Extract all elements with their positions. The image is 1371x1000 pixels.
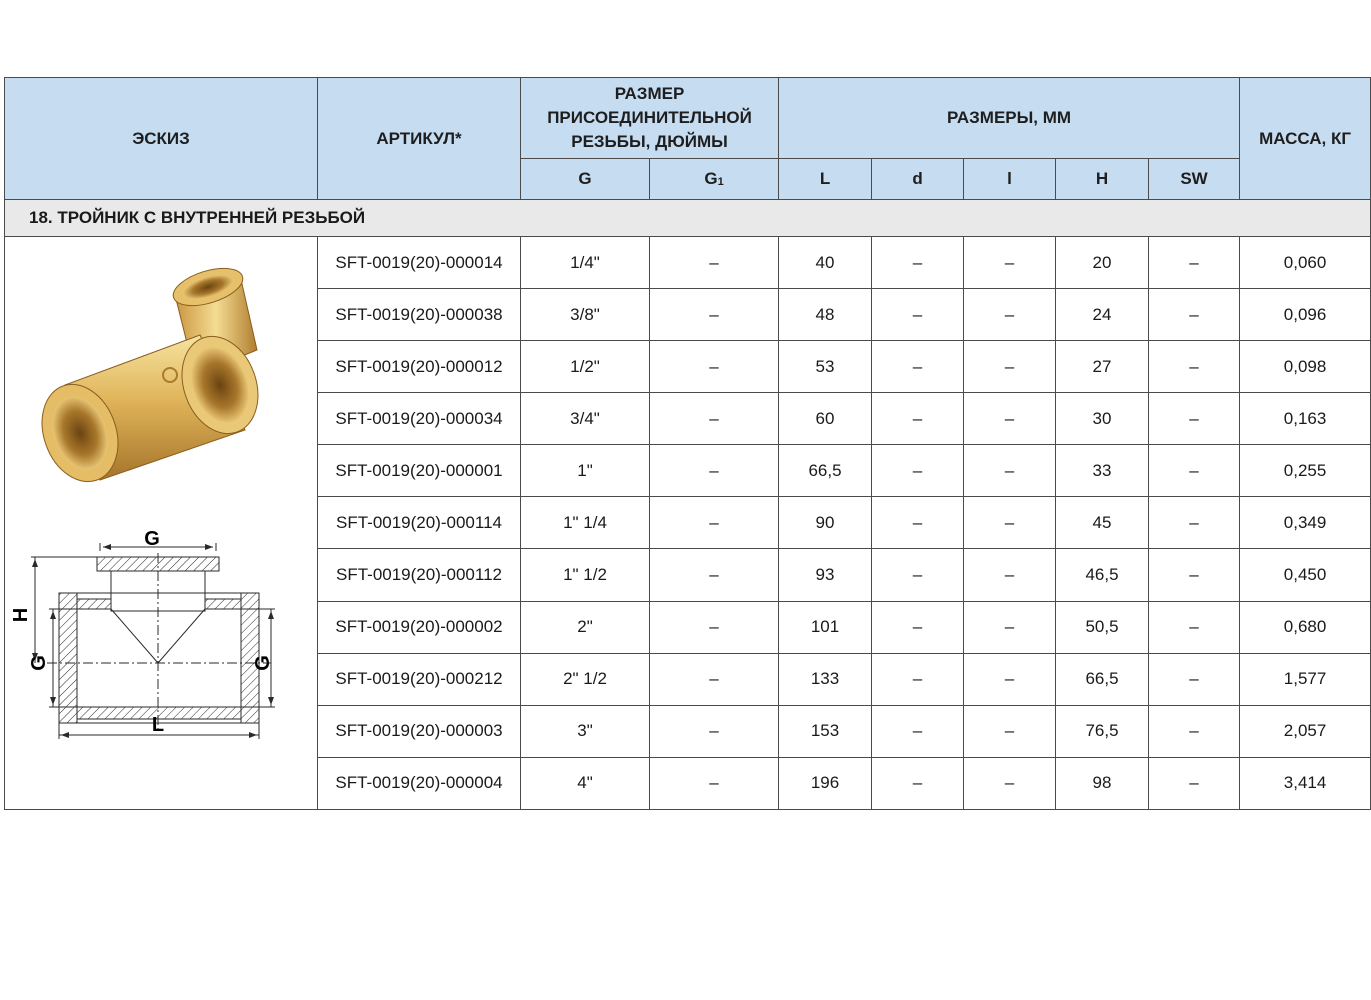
cell-L: 40 [779, 237, 872, 289]
subheader-g1-base: G [704, 169, 718, 188]
header-thread-size-line: РАЗМЕР [614, 84, 685, 103]
subheader-H: H [1056, 159, 1149, 200]
cell-sku: SFT-0019(20)-000002 [318, 601, 521, 653]
cell-H: 50,5 [1056, 601, 1149, 653]
cell-l: – [964, 237, 1056, 289]
cell-sku: SFT-0019(20)-000004 [318, 757, 521, 809]
dim-label-right-g: G [252, 655, 274, 671]
cell-L: 90 [779, 497, 872, 549]
cell-H: 24 [1056, 289, 1149, 341]
cell-g1: – [650, 705, 779, 757]
cell-mass: 0,096 [1240, 289, 1371, 341]
cell-L: 93 [779, 549, 872, 601]
cell-sku: SFT-0019(20)-000038 [318, 289, 521, 341]
cell-H: 98 [1056, 757, 1149, 809]
cell-mass: 0,680 [1240, 601, 1371, 653]
cell-g1: – [650, 341, 779, 393]
cell-g1: – [650, 497, 779, 549]
cell-L: 60 [779, 393, 872, 445]
cell-L: 66,5 [779, 445, 872, 497]
cell-mass: 0,450 [1240, 549, 1371, 601]
cell-SW: – [1149, 653, 1240, 705]
tee-fitting-drawing [10, 528, 289, 793]
cell-L: 153 [779, 705, 872, 757]
cell-mass: 3,414 [1240, 757, 1371, 809]
cell-sku: SFT-0019(20)-000114 [318, 497, 521, 549]
cell-g: 2" 1/2 [521, 653, 650, 705]
cell-d: – [872, 341, 964, 393]
cell-d: – [872, 705, 964, 757]
cell-l: – [964, 549, 1056, 601]
cell-d: – [872, 549, 964, 601]
cell-SW: – [1149, 705, 1240, 757]
cell-SW: – [1149, 393, 1240, 445]
cell-d: – [872, 289, 964, 341]
cell-sku: SFT-0019(20)-000034 [318, 393, 521, 445]
cell-H: 27 [1056, 341, 1149, 393]
cell-g: 4" [521, 757, 650, 809]
dim-label-top-g: G [144, 528, 160, 550]
cell-sku: SFT-0019(20)-000001 [318, 445, 521, 497]
cell-mass: 0,255 [1240, 445, 1371, 497]
cell-g: 1/4" [521, 237, 650, 289]
cell-H: 20 [1056, 237, 1149, 289]
cell-sku: SFT-0019(20)-000112 [318, 549, 521, 601]
cell-l: – [964, 289, 1056, 341]
cell-SW: – [1149, 497, 1240, 549]
cell-d: – [872, 653, 964, 705]
cell-g1: – [650, 757, 779, 809]
cell-g: 1" [521, 445, 650, 497]
cell-sku: SFT-0019(20)-000212 [318, 653, 521, 705]
section-title: 18. ТРОЙНИК С ВНУТРЕННЕЙ РЕЗЬБОЙ [5, 200, 1371, 237]
cell-g1: – [650, 393, 779, 445]
cell-d: – [872, 497, 964, 549]
cell-d: – [872, 757, 964, 809]
cell-g: 2" [521, 601, 650, 653]
cell-sku: SFT-0019(20)-000014 [318, 237, 521, 289]
cell-l: – [964, 705, 1056, 757]
tee-fitting-photo [25, 255, 285, 505]
cell-mass: 1,577 [1240, 653, 1371, 705]
cell-mass: 2,057 [1240, 705, 1371, 757]
cell-H: 33 [1056, 445, 1149, 497]
dim-label-h: H [10, 607, 32, 623]
cell-g: 3/4" [521, 393, 650, 445]
cell-g: 1/2" [521, 341, 650, 393]
spec-table [4, 77, 1371, 810]
cell-SW: – [1149, 237, 1240, 289]
cell-mass: 0,349 [1240, 497, 1371, 549]
cell-g: 1" 1/2 [521, 549, 650, 601]
header-mass: МАССА, КГ [1240, 78, 1371, 200]
subheader-d: d [872, 159, 964, 200]
cell-g1: – [650, 237, 779, 289]
cell-SW: – [1149, 757, 1240, 809]
sketch-cell [5, 237, 318, 810]
cell-d: – [872, 445, 964, 497]
subheader-g: G [521, 159, 650, 200]
header-dimensions: РАЗМЕРЫ, ММ [779, 78, 1240, 159]
subheader-l: l [964, 159, 1056, 200]
cell-H: 30 [1056, 393, 1149, 445]
cell-sku: SFT-0019(20)-000003 [318, 705, 521, 757]
subheader-SW: SW [1149, 159, 1240, 200]
table-row [5, 237, 1371, 289]
dim-label-l: L [151, 714, 165, 736]
cell-SW: – [1149, 289, 1240, 341]
cell-mass: 0,098 [1240, 341, 1371, 393]
cell-L: 101 [779, 601, 872, 653]
header-thread-size-line: ПРИСОЕДИНИТЕЛЬНОЙ [547, 108, 752, 127]
cell-g1: – [650, 549, 779, 601]
cell-mass: 0,163 [1240, 393, 1371, 445]
cell-L: 48 [779, 289, 872, 341]
cell-g1: – [650, 653, 779, 705]
header-thread-size [521, 78, 779, 159]
cell-H: 45 [1056, 497, 1149, 549]
cell-SW: – [1149, 549, 1240, 601]
cell-H: 76,5 [1056, 705, 1149, 757]
cell-l: – [964, 653, 1056, 705]
cell-SW: – [1149, 445, 1240, 497]
header-thread-size-line: РЕЗЬБЫ, ДЮЙМЫ [571, 132, 728, 151]
cell-d: – [872, 237, 964, 289]
cell-SW: – [1149, 601, 1240, 653]
cell-H: 46,5 [1056, 549, 1149, 601]
cell-l: – [964, 757, 1056, 809]
cell-sku: SFT-0019(20)-000012 [318, 341, 521, 393]
cell-l: – [964, 341, 1056, 393]
subheader-g1-index: 1 [717, 176, 724, 188]
cell-d: – [872, 393, 964, 445]
header-article: АРТИКУЛ* [318, 78, 521, 200]
cell-l: – [964, 445, 1056, 497]
cell-L: 133 [779, 653, 872, 705]
subheader-L: L [779, 159, 872, 200]
cell-L: 53 [779, 341, 872, 393]
cell-l: – [964, 601, 1056, 653]
subheader-g1 [650, 159, 779, 200]
cell-g: 3/8" [521, 289, 650, 341]
cell-l: – [964, 393, 1056, 445]
cell-H: 66,5 [1056, 653, 1149, 705]
cell-L: 196 [779, 757, 872, 809]
cell-g1: – [650, 601, 779, 653]
header-sketch: ЭСКИЗ [5, 78, 318, 200]
cell-SW: – [1149, 341, 1240, 393]
dim-label-left-g: G [28, 655, 50, 671]
cell-d: – [872, 601, 964, 653]
cell-l: – [964, 497, 1056, 549]
cell-mass: 0,060 [1240, 237, 1371, 289]
cell-g: 3" [521, 705, 650, 757]
cell-g1: – [650, 445, 779, 497]
cell-g1: – [650, 289, 779, 341]
cell-g: 1" 1/4 [521, 497, 650, 549]
